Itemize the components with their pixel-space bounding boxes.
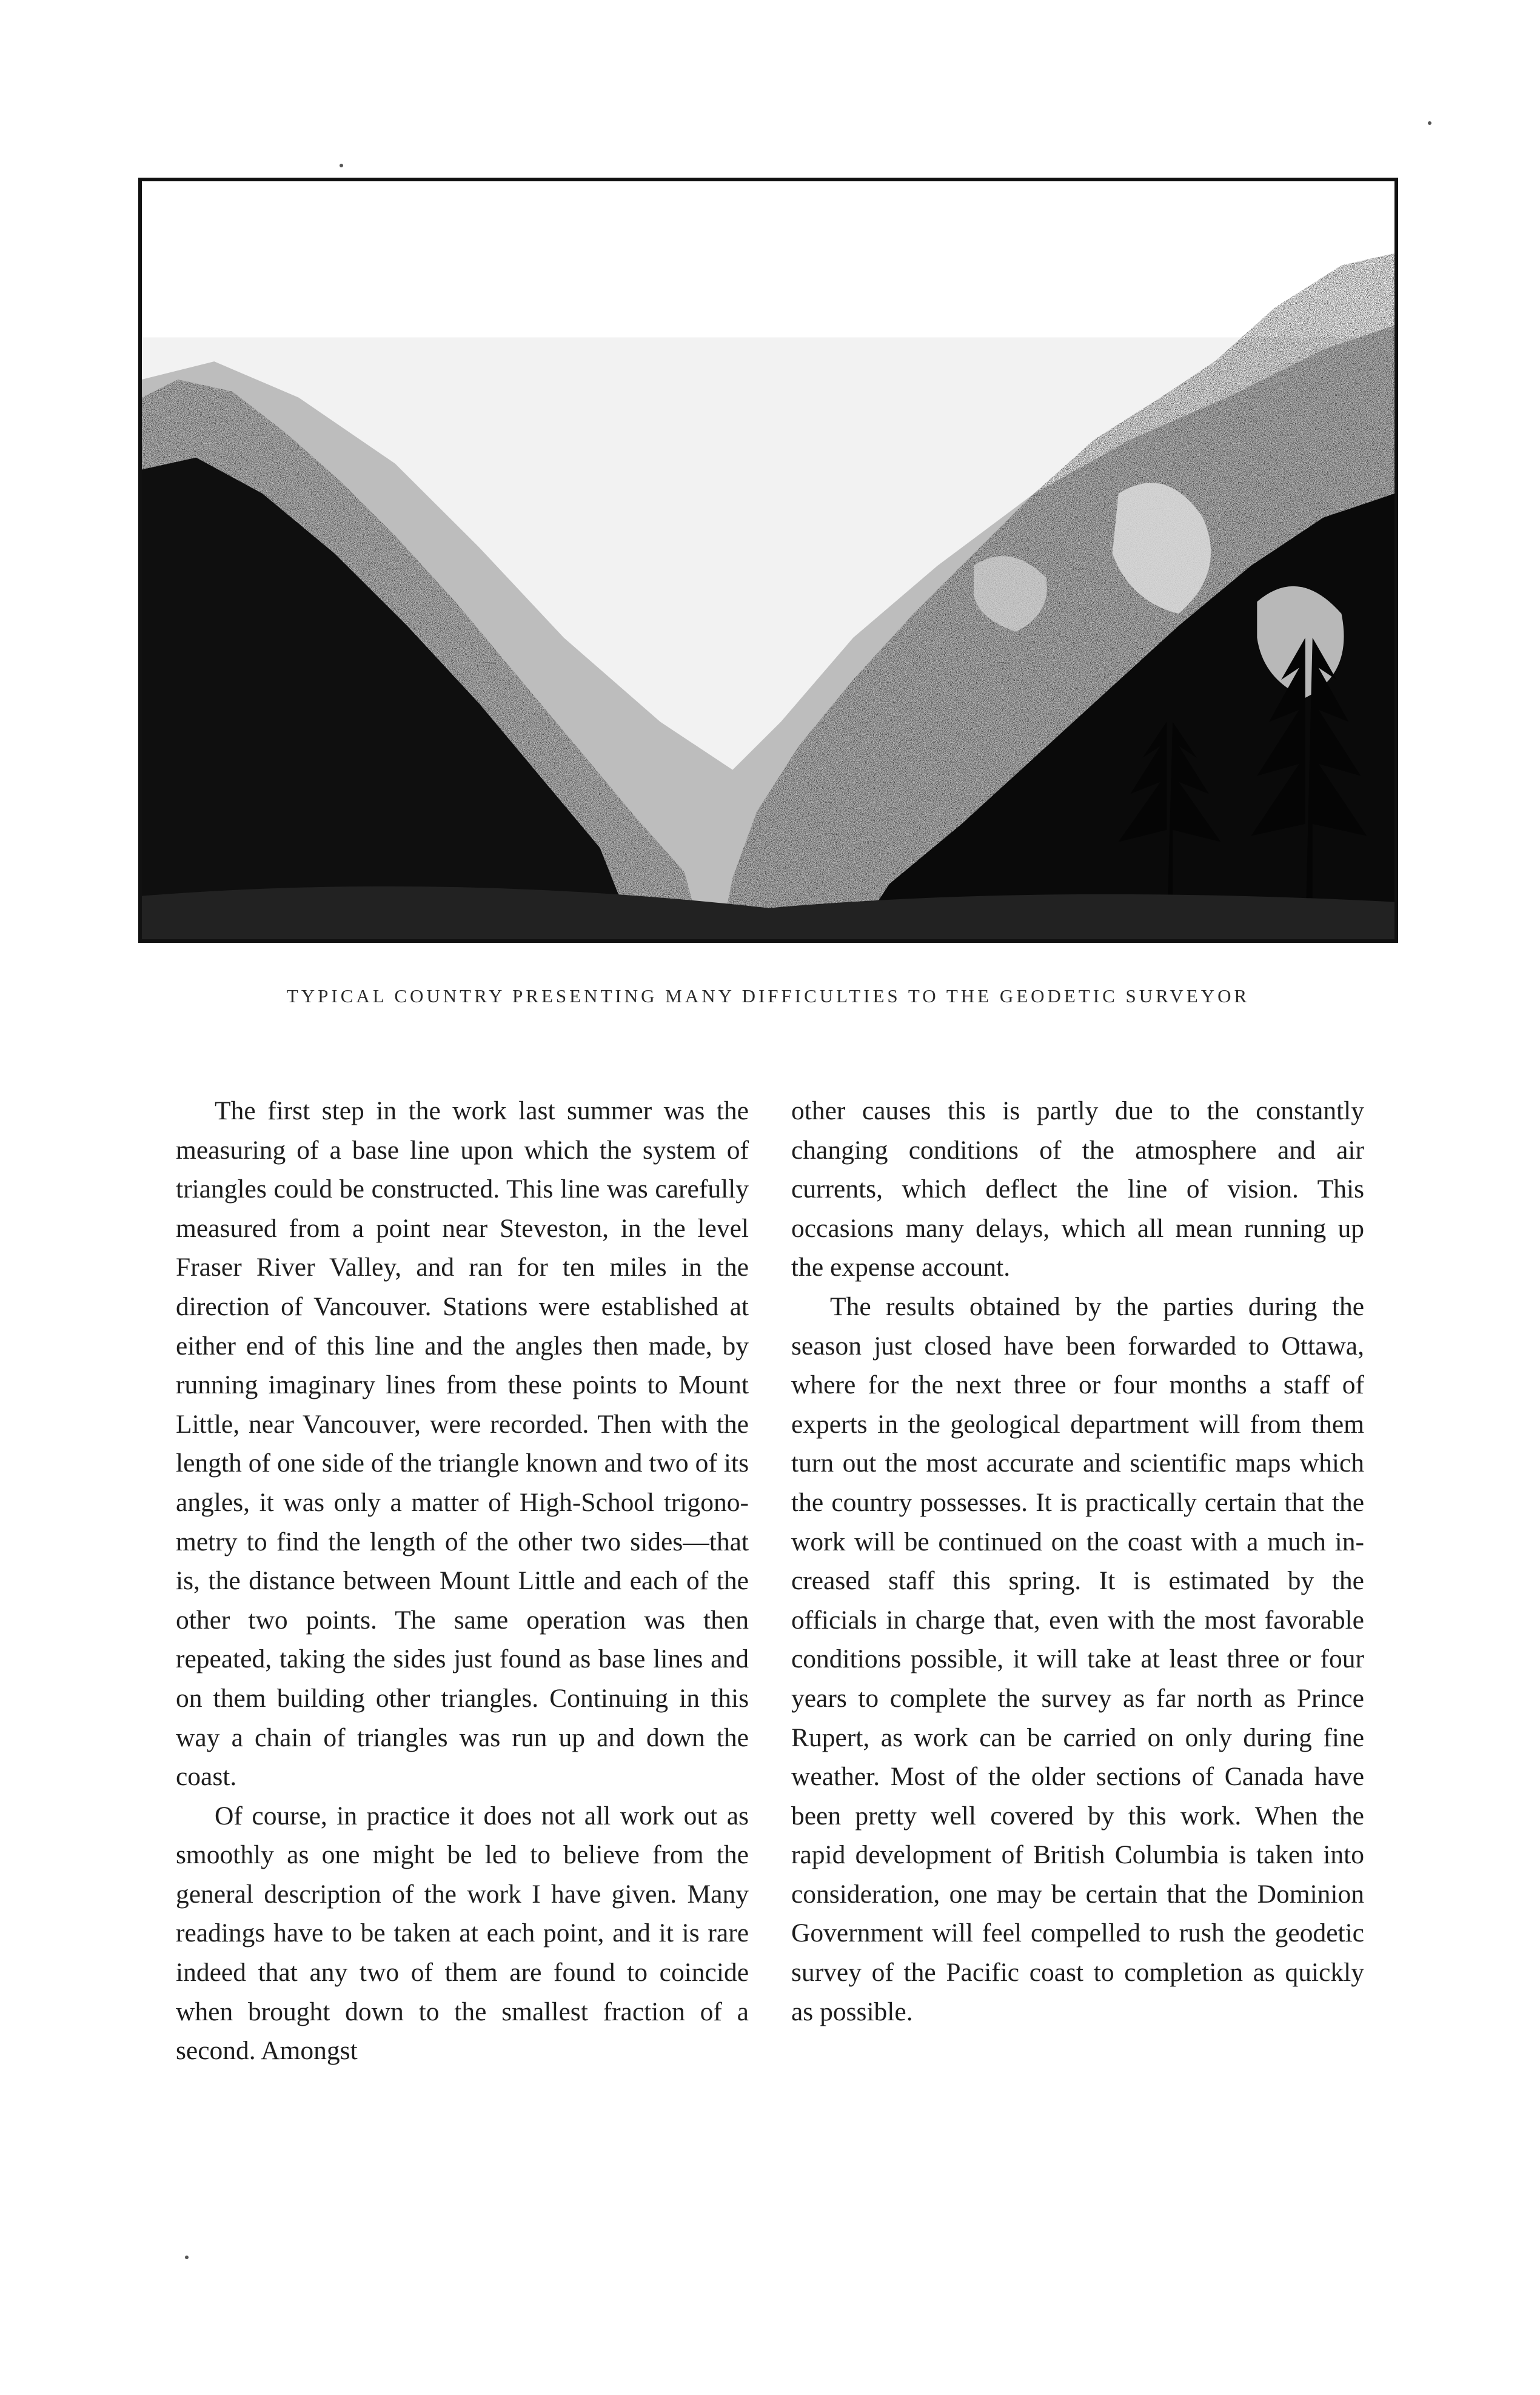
article-column-right [791, 1091, 1364, 2031]
paragraph-survey-results: The results obtained by the parties during the season just closed have been forwarded to Ottawa, where for the next three or four months a staff of experts in the geological department will from them turn out the most accurate and scientific maps which the country possesses. It is practically certain that the work will be continued on the coast with a much increased staff this spring. It is estimated by the officials in charge that, even with the most favorable conditions possible, it will take at least three or four years to complete the survey as far north as Prince Rupert, as work can be carried on only during fine weather. Most of the older sections of Canada have been pretty well covered by this work. When the rapid development of British Columbia is taken into consideration, one may be certain that the Dominion Government will feel compelled to rush the geodetic survey of the Pacific coast to completion as quickly as possible. [791, 1291, 1364, 2026]
figure-caption: TYPICAL COUNTRY PRESENTING MANY DIFFICULTIES TO THE GEODETIC SURVEYOR [286, 985, 1250, 1007]
forest-valley-illustration [142, 181, 1394, 939]
article-column-left [176, 1091, 749, 2071]
paragraph-base-line: The first step in the work last summer was the measuring of a base line upon which the system of triangles could be constructed. This line was carefully measured from a point near Steveston, in the level Fraser River Valley, and ran for ten miles in the direction of Vancouver. Stations were established at either end of this line and the angles then made, by running imaginary lines from these points to Mount Little, near Vancouver, were recorded. Then with the length of one side of the triangle known and two of its angles, it was only a matter of High-School trigonometry to find the length of the other two sides—that is, the distance between Mount Little and each of the other two points. The same operation was then repeated, taking the sides just found as base lines and on them building other triangles. Continuing in this way a chain of triangles was run up and down the coast. [176, 1096, 749, 1792]
print-speck [185, 2256, 189, 2259]
paragraph-readings: Of course, in practice it does not all work out as smoothly as one might be led to believe from the general description of the work I have given. Many readings have to be taken at each point, and it is rare indeed that any two of them are found to coincide when brought down to the smallest fraction of a second. Amongst [176, 1801, 749, 2066]
paragraph-atmospheric-causes: other causes this is partly due to the constantly changing conditions of the atmosphere and air currents, which deflect the line of vision. This occasions many delays, which all mean running up the expense account. [791, 1096, 1364, 1282]
print-speck [1428, 121, 1431, 125]
mountain-valley-photograph [138, 178, 1398, 943]
print-speck [340, 164, 343, 167]
